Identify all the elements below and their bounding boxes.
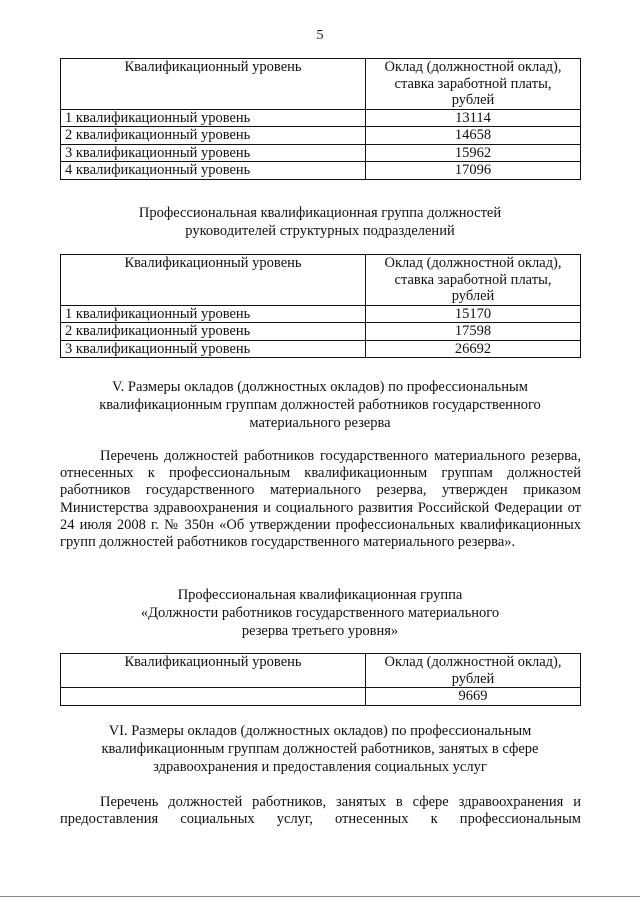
salary-cell: 17096 — [366, 162, 581, 180]
heading-line: здравоохранения и предоставления социальных услуг — [153, 759, 487, 775]
heading-line: VI. Размеры окладов (должностных окладов) по профессиональным — [108, 723, 532, 739]
title-line: резерва третьего уровня» — [241, 623, 399, 639]
column-header-level: Квалификационный уровень — [61, 654, 366, 688]
section-5-heading — [40, 378, 600, 432]
table-row — [61, 323, 581, 341]
table-row — [61, 305, 581, 323]
page-number: 5 — [316, 28, 324, 43]
table-row — [61, 162, 581, 180]
salary-cell: 15170 — [366, 305, 581, 323]
column-header-level: Квалификационный уровень — [61, 255, 366, 306]
salary-table-1 — [60, 58, 581, 180]
level-cell: 3 квалификационный уровень — [61, 144, 366, 162]
header-line: рублей — [451, 670, 495, 687]
table-header-row — [61, 654, 581, 688]
table-row — [61, 127, 581, 145]
page-bottom-edge — [0, 896, 640, 897]
column-header-level: Квалификационный уровень — [61, 59, 366, 110]
table-row — [61, 688, 581, 706]
header-line: ставка заработной платы, — [394, 271, 552, 288]
level-cell: 2 квалификационный уровень — [61, 127, 366, 145]
heading-line: квалификационным группам должностей работников, занятых в сфере — [101, 741, 539, 757]
header-line: ставка заработной платы, — [394, 75, 552, 92]
level-cell: 3 квалификационный уровень — [61, 340, 366, 358]
header-line: рублей — [451, 288, 495, 304]
column-header-salary — [366, 654, 581, 688]
table-row — [61, 340, 581, 358]
header-line: Оклад (должностной оклад), — [384, 59, 562, 75]
column-header-salary — [366, 255, 581, 306]
paragraph-line: Перечень должностей работников, занятых в сфере здравоохранения и — [100, 794, 581, 810]
salary-cell: 26692 — [366, 340, 581, 358]
section-5-paragraph — [60, 448, 581, 551]
title-line: руководителей структурных подразделений — [185, 223, 455, 239]
salary-cell: 17598 — [366, 323, 581, 341]
title-line: Профессиональная квалификационная группа — [177, 587, 463, 603]
group-title-managers — [40, 204, 600, 240]
heading-line: V. Размеры окладов (должностных окладов) по профессиональным — [112, 379, 528, 395]
heading-line: квалификационным группам должностей работников государственного — [99, 397, 541, 413]
table-row — [61, 144, 581, 162]
group-title-reserve — [40, 586, 600, 640]
level-cell: 4 квалификационный уровень — [61, 162, 366, 180]
salary-cell: 9669 — [366, 688, 581, 706]
header-line: Оклад (должностной оклад), — [384, 654, 562, 670]
title-line: «Должности работников государственного материального — [140, 605, 500, 621]
section-6-paragraph — [60, 794, 581, 828]
level-cell: 1 квалификационный уровень — [61, 109, 366, 127]
paragraph-line: предоставления социальных услуг, отнесенных к профессиональным — [60, 811, 581, 828]
table-header-row — [61, 59, 581, 110]
level-cell: 1 квалификационный уровень — [61, 305, 366, 323]
section-6-heading — [40, 722, 600, 776]
salary-table-3 — [60, 653, 581, 706]
level-cell: 2 квалификационный уровень — [61, 323, 366, 341]
table-row — [61, 109, 581, 127]
salary-cell: 15962 — [366, 144, 581, 162]
title-line: Профессиональная квалификационная группа должностей — [138, 205, 502, 221]
heading-line: материального резерва — [249, 415, 391, 431]
level-cell — [61, 688, 366, 706]
column-header-salary — [366, 59, 581, 110]
header-line: рублей — [451, 92, 495, 108]
salary-cell: 13114 — [366, 109, 581, 127]
salary-table-2 — [60, 254, 581, 358]
header-line: Оклад (должностной оклад), — [384, 255, 562, 271]
table-header-row — [61, 255, 581, 306]
salary-cell: 14658 — [366, 127, 581, 145]
paragraph-text: Перечень должностей работников государственного материального резерва, отнесенных к профессиональным квалификационным группам должностей работников государственного материального резерва, утвержден приказом Министерства здравоохранения и социального развития Российской Федерации от 24 июля 2008 г. № 350н «Об утверждении профессиональных квалификационных групп должностей работников государственного материального резерва». — [60, 448, 581, 551]
